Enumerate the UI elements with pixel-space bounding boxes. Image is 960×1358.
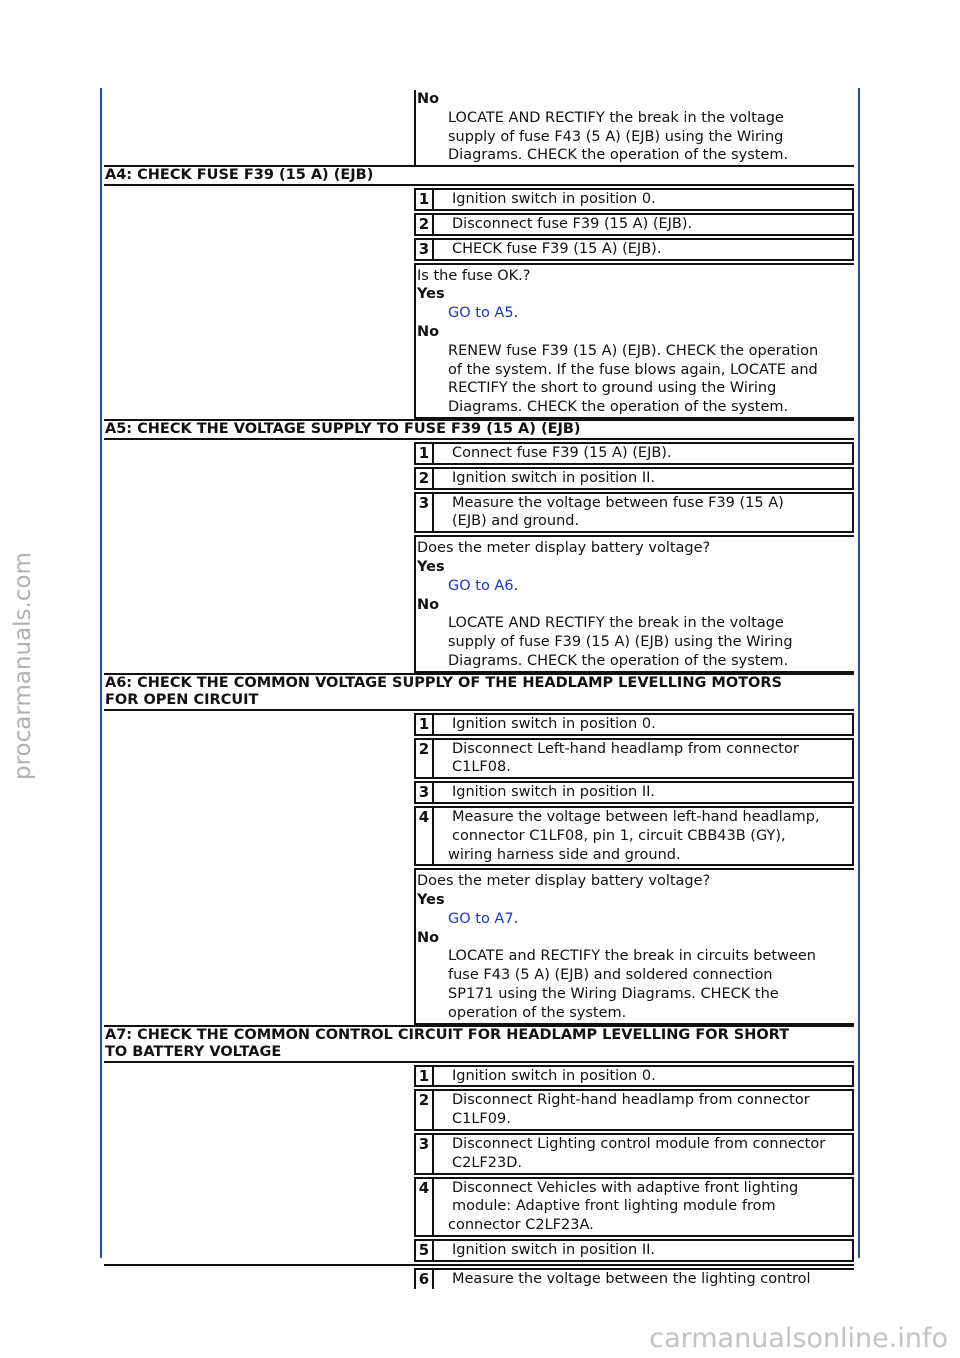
section-heading-a5: A5: CHECK THE VOLTAGE SUPPLY TO FUSE F39 (15 A) (EJB) bbox=[104, 419, 854, 440]
yes-label: Yes bbox=[417, 558, 445, 575]
side-watermark: procarmanuals.com bbox=[10, 552, 36, 780]
diagnostic-document bbox=[104, 90, 854, 1289]
right-margin-bar bbox=[858, 88, 860, 1258]
section-a7-body bbox=[104, 1063, 854, 1262]
bottom-watermark: carmanualsonline.info bbox=[649, 1323, 948, 1354]
question: Is the fuse OK.? bbox=[417, 267, 531, 284]
step-1: 1 Ignition switch in position 0. bbox=[414, 188, 854, 211]
go-to-a6-link[interactable]: GO to A6 bbox=[448, 577, 514, 594]
no-text: RENEW fuse F39 (15 A) (EJB). CHECK the operation of the system. If the fuse blows again, LOCATE and RECTIFY the short to ground using the Wiring Diagrams. CHECK the operation of the system. bbox=[448, 342, 819, 416]
top-continuation-row bbox=[104, 90, 854, 165]
no-label: No bbox=[417, 91, 440, 107]
section-a4-body bbox=[104, 186, 854, 419]
step-6: 6 Measure the voltage between the lighting control bbox=[414, 1268, 854, 1289]
question-block-a5: Does the meter display battery voltage? Yes GO to A6. No LOCATE AND RECTIFY the break in the voltage supply of fuse F39 (15 A) (EJB) using the Wiring Diagrams. CHECK the operation of the system. bbox=[414, 535, 854, 673]
step-2: 2 Disconnect fuse F39 (15 A) (EJB). bbox=[414, 213, 854, 236]
step-3: 3 CHECK fuse F39 (15 A) (EJB). bbox=[414, 238, 854, 261]
no-text: LOCATE AND RECTIFY the break in the voltage supply of fuse F39 (15 A) (EJB) using the Wiring Diagrams. CHECK the operation of the system. bbox=[448, 615, 793, 669]
step-1: 1 Ignition switch in position 0. bbox=[414, 1065, 854, 1088]
question: Does the meter display battery voltage? bbox=[417, 873, 711, 890]
question: Does the meter display battery voltage? bbox=[417, 540, 711, 557]
step-1: 1 Connect fuse F39 (15 A) (EJB). bbox=[414, 442, 854, 465]
step-3: 3 Measure the voltage between fuse F39 (15 A) (EJB) and ground. bbox=[414, 492, 854, 534]
step-3: 3 Disconnect Lighting control module from connector C2LF23D. bbox=[414, 1133, 854, 1175]
step-3: 3 Ignition switch in position II. bbox=[414, 781, 854, 804]
yes-label: Yes bbox=[417, 892, 445, 909]
section-a5-body bbox=[104, 440, 854, 673]
section-heading-a6: A6: CHECK THE COMMON VOLTAGE SUPPLY OF THE HEADLAMP LEVELLING MOTORS FOR OPEN CIRCUIT bbox=[104, 673, 854, 711]
section-heading-a4: A4: CHECK FUSE F39 (15 A) (EJB) bbox=[104, 165, 854, 186]
step-2: 2 Ignition switch in position II. bbox=[414, 467, 854, 490]
no-label: No bbox=[417, 323, 440, 340]
step-2: 2 Disconnect Right-hand headlamp from connector C1LF09. bbox=[414, 1089, 854, 1131]
section-a7-continued bbox=[104, 1264, 854, 1289]
left-margin-bar bbox=[100, 88, 102, 1258]
yes-label: Yes bbox=[417, 286, 445, 303]
go-to-a7-link[interactable]: GO to A7 bbox=[448, 910, 514, 927]
step-5: 5 Ignition switch in position II. bbox=[414, 1239, 854, 1262]
question-block-a6: Does the meter display battery voltage? Yes GO to A7. No LOCATE and RECTIFY the break in circuits between fuse F43 (5 A) (EJB) and soldered connection SP171 using the Wiring Diagrams. CHECK the operation of the system. bbox=[414, 868, 854, 1024]
go-to-a5-link[interactable]: GO to A5 bbox=[448, 305, 514, 322]
no-text: LOCATE and RECTIFY the break in circuits between fuse F43 (5 A) (EJB) and soldered connection SP171 using the Wiring Diagrams. CHECK the operation of the system. bbox=[448, 948, 816, 1021]
no-text: LOCATE AND RECTIFY the break in the voltage supply of fuse F43 (5 A) (EJB) using the Wiring Diagrams. CHECK the operation of the system. bbox=[448, 109, 789, 164]
step-2: 2 Disconnect Left-hand headlamp from connector C1LF08. bbox=[414, 738, 854, 780]
step-1: 1 Ignition switch in position 0. bbox=[414, 713, 854, 736]
question-block-a4: Is the fuse OK.? Yes GO to A5. No RENEW fuse F39 (15 A) (EJB). CHECK the operation of the system. If the fuse blows again, LOCATE and RECTIFY the short to ground using the Wiring Diagrams. CHECK the operation of the system. bbox=[414, 263, 854, 419]
no-label: No bbox=[417, 929, 440, 946]
no-label: No bbox=[417, 596, 440, 613]
step-4: 4 Disconnect Vehicles with adaptive front lighting module: Adaptive front lighting module from connector C2LF23A. bbox=[414, 1177, 854, 1237]
section-a6-body bbox=[104, 711, 854, 1025]
step-4: 4 Measure the voltage between left-hand headlamp, connector C1LF08, pin 1, circuit CBB43B (GY), wiring harness side and ground. bbox=[414, 806, 854, 866]
section-heading-a7: A7: CHECK THE COMMON CONTROL CIRCUIT FOR HEADLAMP LEVELLING FOR SHORT TO BATTERY VOLTAGE bbox=[104, 1025, 854, 1063]
